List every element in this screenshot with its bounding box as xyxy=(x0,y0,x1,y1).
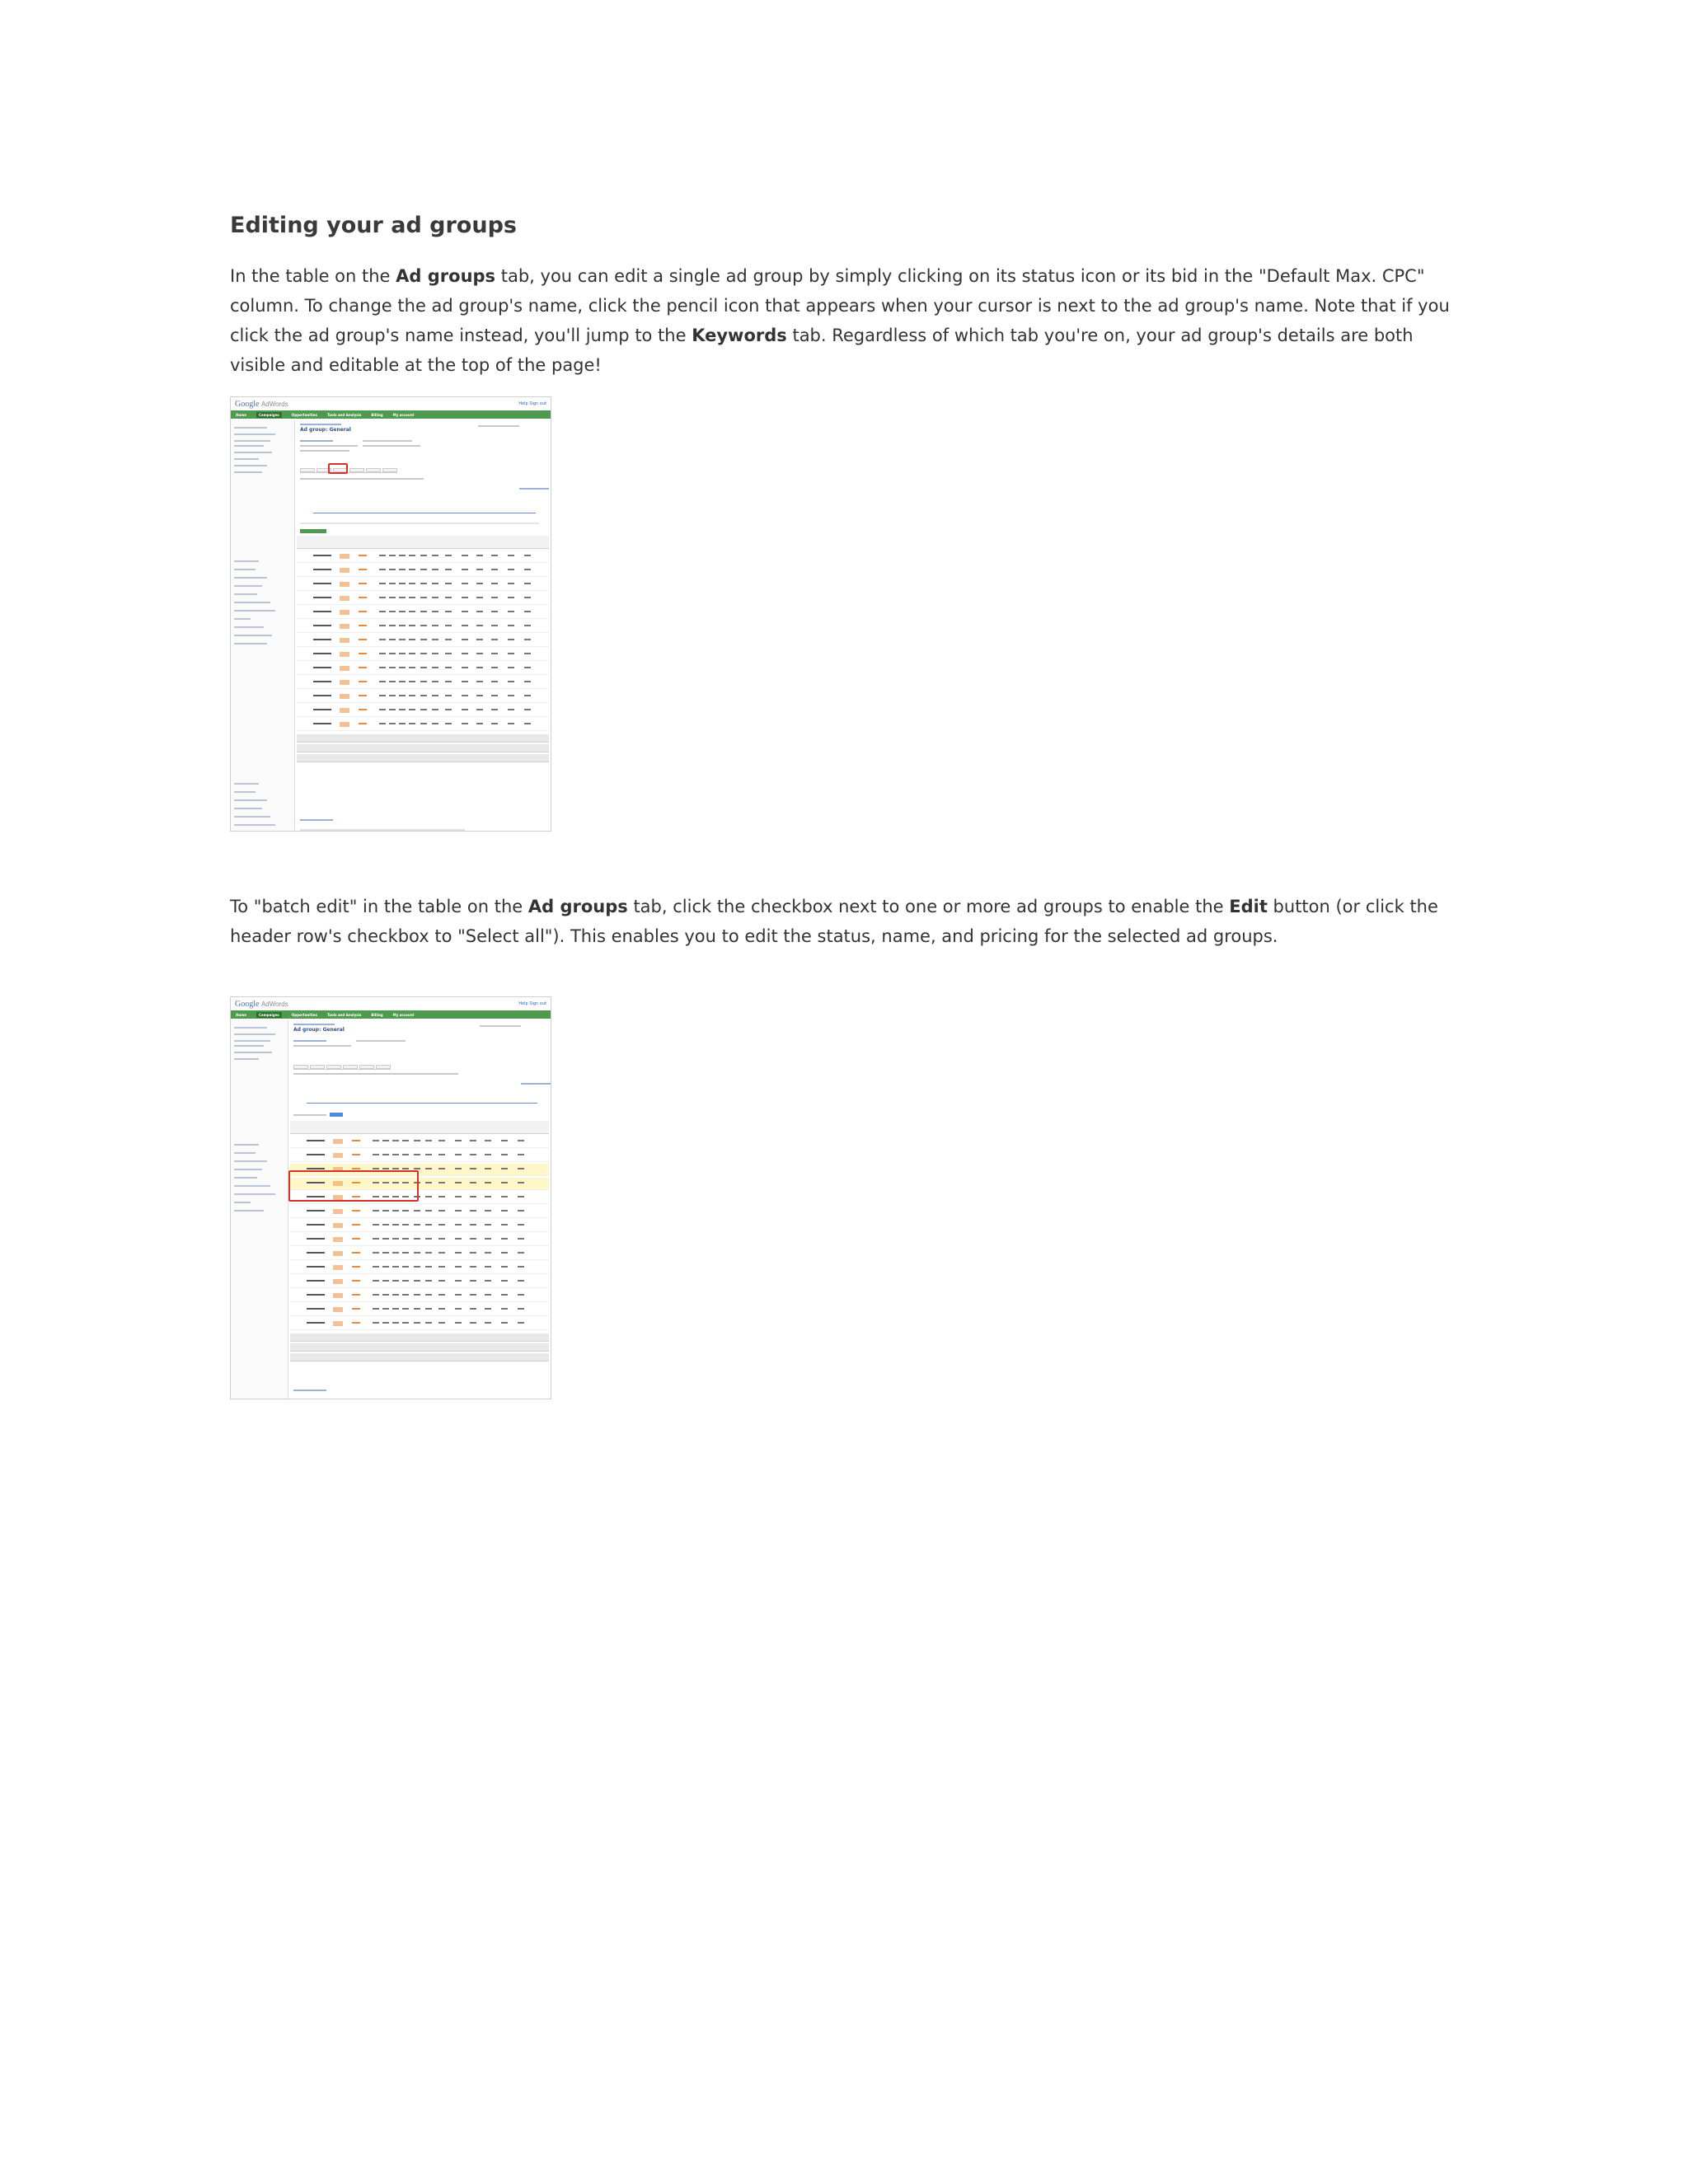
adgroup-title: Ad group: General xyxy=(293,1027,345,1033)
header-links: Help Sign out xyxy=(518,1001,546,1006)
nav-home: Home xyxy=(236,1012,246,1017)
table-row xyxy=(290,1206,549,1218)
table-row xyxy=(297,649,549,661)
keywords-tab-highlight xyxy=(328,463,348,474)
paragraph-text: To "batch edit" in the table on the xyxy=(230,897,528,916)
batch-edit-paragraph xyxy=(230,892,1450,951)
table-row xyxy=(290,1136,549,1148)
table-row xyxy=(290,1276,549,1288)
sidebar xyxy=(231,420,295,831)
table-total-row xyxy=(290,1343,549,1352)
table-row xyxy=(297,551,549,563)
adgroup-screenshot-1 xyxy=(230,396,551,832)
logo-adwords: AdWords xyxy=(260,1000,288,1008)
nav-opportunities: Opportunities xyxy=(291,1012,318,1017)
header-links: Help Sign out xyxy=(518,401,546,406)
table-total-row xyxy=(290,1353,549,1361)
section-heading: Editing your ad groups xyxy=(230,213,517,238)
table-row xyxy=(290,1262,549,1274)
logo-google: Google xyxy=(235,999,260,1009)
table-row xyxy=(290,1248,549,1260)
nav-tools: Tools and Analysis xyxy=(327,1012,362,1017)
adgroup-table xyxy=(297,536,551,831)
nav-tools: Tools and Analysis xyxy=(327,412,362,417)
nav-account: My account xyxy=(392,1012,415,1017)
logo-adwords: AdWords xyxy=(260,400,288,408)
adgroup-title: Ad group: General xyxy=(300,427,351,433)
tab-bar xyxy=(293,1065,391,1070)
adgroup-screenshot-2 xyxy=(230,996,551,1399)
edit-term: Edit xyxy=(1229,897,1268,916)
ad-groups-term: Ad groups xyxy=(396,266,496,286)
table-row xyxy=(297,691,549,703)
table-row xyxy=(297,593,549,605)
nav-billing: Billing xyxy=(371,1012,383,1017)
table-row xyxy=(297,621,549,633)
sidebar xyxy=(231,1020,288,1399)
nav-campaigns: Campaigns xyxy=(256,1012,282,1018)
table-row xyxy=(290,1318,549,1330)
intro-paragraph xyxy=(230,261,1450,380)
adwords-logo xyxy=(235,400,288,409)
table-total-row xyxy=(297,754,549,762)
tab-bar xyxy=(300,468,397,473)
paragraph-text: tab, you can edit a single ad group by simply clicking on its status icon or its bid in the "Default Max. CPC" column. To change the ad group's name, click the pencil icon that appears when your cursor is next to the ad group's name. Note that if you click the ad group's name instead, you'll jump to the xyxy=(230,266,1450,345)
adwords-nav xyxy=(231,1010,551,1019)
adwords-nav xyxy=(231,410,551,419)
nav-account: My account xyxy=(392,412,415,417)
nav-campaigns: Campaigns xyxy=(256,412,282,418)
keywords-term: Keywords xyxy=(692,326,787,345)
table-row xyxy=(290,1150,549,1162)
nav-opportunities: Opportunities xyxy=(291,412,318,417)
table-row xyxy=(290,1220,549,1232)
table-total-row xyxy=(297,734,549,743)
table-row xyxy=(297,579,549,591)
table-row xyxy=(290,1304,549,1316)
paragraph-text: tab. Regardless of which tab you're on, your ad group's details are both visible and editable at the top of the page! xyxy=(230,326,1414,375)
logo-google: Google xyxy=(235,399,260,409)
paragraph-text: button (or click the header row's checkbox to "Select all"). This enables you to edit the status, name, and pricing for the selected ad groups. xyxy=(230,897,1438,946)
paragraph-text: tab, click the checkbox next to one or more ad groups to enable the xyxy=(627,897,1230,916)
table-row xyxy=(297,663,549,675)
main-panel xyxy=(290,1020,551,1399)
table-row xyxy=(290,1234,549,1246)
adwords-header xyxy=(231,397,551,410)
table-row xyxy=(297,565,549,577)
main-panel xyxy=(297,420,551,831)
table-total-row xyxy=(290,1333,549,1342)
table-row xyxy=(297,607,549,619)
adgroup-table xyxy=(290,1121,551,1399)
table-row xyxy=(290,1290,549,1302)
table-row xyxy=(297,719,549,731)
table-total-row xyxy=(297,744,549,752)
table-row xyxy=(297,705,549,717)
adwords-logo xyxy=(235,1000,288,1009)
adwords-header xyxy=(231,997,551,1010)
nav-billing: Billing xyxy=(371,412,383,417)
edit-rows-highlight xyxy=(288,1170,419,1202)
table-row xyxy=(297,677,549,689)
ad-groups-term: Ad groups xyxy=(528,897,628,916)
paragraph-text: In the table on the xyxy=(230,266,396,286)
table-row xyxy=(297,635,549,647)
nav-home: Home xyxy=(236,412,246,417)
